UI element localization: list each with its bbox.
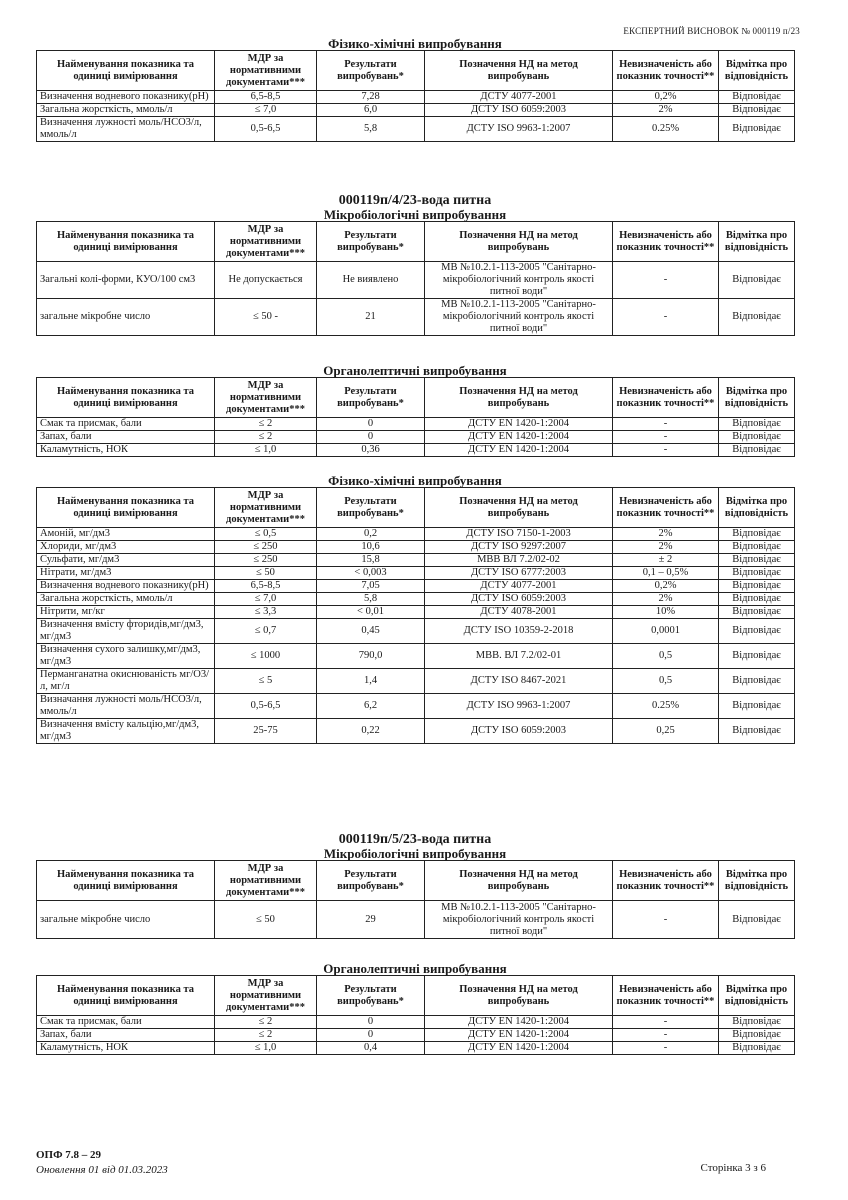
method-cell: ДСТУ ISO 8467-2021 xyxy=(425,669,613,694)
compliance-cell: Відповідає xyxy=(719,262,795,299)
table-row xyxy=(37,262,795,299)
result-cell: 5,8 xyxy=(317,117,425,142)
page-number: Сторінка 3 з 6 xyxy=(700,1162,766,1174)
uncertainty-cell: 0.25% xyxy=(613,694,719,719)
col-result-header: Результати випробувань* xyxy=(317,488,425,528)
compliance-cell: Відповідає xyxy=(719,554,795,567)
col-result-header: Результати випробувань* xyxy=(317,222,425,262)
results-table xyxy=(36,860,795,939)
table-row xyxy=(37,1029,795,1042)
uncertainty-cell: - xyxy=(613,431,719,444)
table-row xyxy=(37,91,795,104)
col-mdr-header: МДР за нормативними документами*** xyxy=(215,222,317,262)
limit-cell: ≤ 2 xyxy=(215,1016,317,1029)
indicator-cell: Запах, бали xyxy=(37,1029,215,1042)
method-cell: ДСТУ ISO 10359-2-2018 xyxy=(425,619,613,644)
table-header-row xyxy=(37,976,795,1016)
col-mdr-header: МДР за нормативними документами*** xyxy=(215,976,317,1016)
limit-cell: ≤ 50 xyxy=(215,567,317,580)
indicator-cell: Нітрити, мг/кг xyxy=(37,606,215,619)
limit-cell: ≤ 0,7 xyxy=(215,619,317,644)
indicator-cell: Визначення водневого показнику(рН) xyxy=(37,91,215,104)
uncertainty-cell: - xyxy=(613,1042,719,1055)
compliance-cell: Відповідає xyxy=(719,593,795,606)
result-cell: 6,0 xyxy=(317,104,425,117)
results-table xyxy=(36,50,795,142)
compliance-cell: Відповідає xyxy=(719,580,795,593)
results-table xyxy=(36,221,795,336)
col-name-header: Найменування показника та одиниці вимірювання xyxy=(37,861,215,901)
result-cell: 7,05 xyxy=(317,580,425,593)
col-method-header: Позначення НД на метод випробувань xyxy=(425,861,613,901)
compliance-cell: Відповідає xyxy=(719,669,795,694)
section-organo-4 xyxy=(36,364,794,457)
section-title: Мікробіологічні випробування xyxy=(323,207,507,222)
result-cell: 6,2 xyxy=(317,694,425,719)
col-mdr-header: МДР за нормативними документами*** xyxy=(215,51,317,91)
method-cell: ДСТУ ISO 9297:2007 xyxy=(425,541,613,554)
col-mark-header: Відмітка про відповідність xyxy=(719,51,795,91)
result-cell: 5,8 xyxy=(317,593,425,606)
method-cell: ДСТУ 4078-2001 xyxy=(425,606,613,619)
col-result-header: Результати випробувань* xyxy=(317,51,425,91)
method-cell: ДСТУ ISO 9963-1:2007 xyxy=(425,694,613,719)
form-update: Оновлення 01 від 01.03.2023 xyxy=(36,1164,168,1176)
uncertainty-cell: 0,5 xyxy=(613,669,719,694)
result-cell: 1,4 xyxy=(317,669,425,694)
compliance-cell: Відповідає xyxy=(719,567,795,580)
limit-cell: ≤ 7,0 xyxy=(215,593,317,606)
col-name-header: Найменування показника та одиниці вимірювання xyxy=(37,976,215,1016)
indicator-cell: Смак та присмак, бали xyxy=(37,1016,215,1029)
limit-cell: ≤ 1000 xyxy=(215,644,317,669)
col-method-header: Позначення НД на метод випробувань xyxy=(425,976,613,1016)
col-uncert-header: Невизначеність або показник точності** xyxy=(613,488,719,528)
indicator-cell: Визначення водневого показнику(рН) xyxy=(37,580,215,593)
result-cell: 0 xyxy=(317,418,425,431)
limit-cell: 6,5-8,5 xyxy=(215,580,317,593)
table-row xyxy=(37,619,795,644)
col-method-header: Позначення НД на метод випробувань xyxy=(425,378,613,418)
compliance-cell: Відповідає xyxy=(719,104,795,117)
table-row xyxy=(37,299,795,336)
method-cell: ДСТУ ISO 7150-1-2003 xyxy=(425,528,613,541)
compliance-cell: Відповідає xyxy=(719,541,795,554)
table-row xyxy=(37,528,795,541)
uncertainty-cell: - xyxy=(613,1016,719,1029)
result-cell: < 0,01 xyxy=(317,606,425,619)
section-physchem-4 xyxy=(36,474,794,744)
indicator-cell: загальне мікробне число xyxy=(37,901,215,939)
method-cell: МВ №10.2.1-113-2005 "Санітарно-мікробіологічний контроль якості питної води" xyxy=(425,901,613,939)
method-cell: ДСТУ 4077-2001 xyxy=(425,91,613,104)
limit-cell: ≤ 50 - xyxy=(215,299,317,336)
method-cell: ДСТУ EN 1420-1:2004 xyxy=(425,418,613,431)
form-code: ОПФ 7.8 – 29 xyxy=(36,1149,102,1161)
table-row xyxy=(37,580,795,593)
compliance-cell: Відповідає xyxy=(719,418,795,431)
limit-cell: ≤ 2 xyxy=(215,1029,317,1042)
method-cell: МВВ ВЛ 7.2/02-02 xyxy=(425,554,613,567)
uncertainty-cell: - xyxy=(613,901,719,939)
result-cell: 790,0 xyxy=(317,644,425,669)
table-row xyxy=(37,719,795,744)
method-cell: ДСТУ EN 1420-1:2004 xyxy=(425,1016,613,1029)
section-title: Фізико-хімічні випробування xyxy=(328,473,502,488)
limit-cell: ≤ 250 xyxy=(215,554,317,567)
section-title: Органолептичні випробування xyxy=(323,363,507,378)
uncertainty-cell: - xyxy=(613,262,719,299)
limit-cell: ≤ 5 xyxy=(215,669,317,694)
col-name-header: Найменування показника та одиниці вимірювання xyxy=(37,222,215,262)
compliance-cell: Відповідає xyxy=(719,91,795,104)
col-name-header: Найменування показника та одиниці вимірювання xyxy=(37,51,215,91)
compliance-cell: Відповідає xyxy=(719,644,795,669)
uncertainty-cell: 0,5 xyxy=(613,644,719,669)
indicator-cell: Визначення сухого залишку,мг/дм3, мг/дм3 xyxy=(37,644,215,669)
table-row xyxy=(37,104,795,117)
sample-4-block xyxy=(36,193,794,336)
result-cell: 0,22 xyxy=(317,719,425,744)
indicator-cell: Каламутність, НОК xyxy=(37,1042,215,1055)
method-cell: ДСТУ ISO 6059:2003 xyxy=(425,593,613,606)
result-cell: 0,2 xyxy=(317,528,425,541)
indicator-cell: Визначання лужності моль/НСО3/л, ммоль/л xyxy=(37,694,215,719)
table-row xyxy=(37,1042,795,1055)
table-header-row xyxy=(37,488,795,528)
limit-cell: ≤ 7,0 xyxy=(215,104,317,117)
indicator-cell: Каламутність, НОК xyxy=(37,444,215,457)
uncertainty-cell: 2% xyxy=(613,593,719,606)
table-row xyxy=(37,694,795,719)
limit-cell: ≤ 3,3 xyxy=(215,606,317,619)
limit-cell: ≤ 50 xyxy=(215,901,317,939)
col-method-header: Позначення НД на метод випробувань xyxy=(425,222,613,262)
col-uncert-header: Невизначеність або показник точності** xyxy=(613,222,719,262)
indicator-cell: Смак та присмак, бали xyxy=(37,418,215,431)
uncertainty-cell: - xyxy=(613,1029,719,1042)
table-row xyxy=(37,1016,795,1029)
col-mdr-header: МДР за нормативними документами*** xyxy=(215,861,317,901)
result-cell: < 0,003 xyxy=(317,567,425,580)
result-cell: Не виявлено xyxy=(317,262,425,299)
result-cell: 21 xyxy=(317,299,425,336)
limit-cell: 25-75 xyxy=(215,719,317,744)
table-row xyxy=(37,606,795,619)
compliance-cell: Відповідає xyxy=(719,606,795,619)
compliance-cell: Відповідає xyxy=(719,299,795,336)
uncertainty-cell: 2% xyxy=(613,528,719,541)
document-header: ЕКСПЕРТНИЙ ВИСНОВОК № 000119 п/23 xyxy=(623,26,800,36)
uncertainty-cell: 0,25 xyxy=(613,719,719,744)
compliance-cell: Відповідає xyxy=(719,444,795,457)
results-table xyxy=(36,487,795,744)
result-cell: 0 xyxy=(317,431,425,444)
col-mark-header: Відмітка про відповідність xyxy=(719,488,795,528)
table-header-row xyxy=(37,378,795,418)
table-row xyxy=(37,554,795,567)
compliance-cell: Відповідає xyxy=(719,117,795,142)
method-cell: ДСТУ ISO 6777:2003 xyxy=(425,567,613,580)
indicator-cell: Перманганатна окиснюваність мг/О3/л, мг/л xyxy=(37,669,215,694)
uncertainty-cell: 10% xyxy=(613,606,719,619)
method-cell: ДСТУ ISO 6059:2003 xyxy=(425,719,613,744)
method-cell: ДСТУ EN 1420-1:2004 xyxy=(425,444,613,457)
col-mark-header: Відмітка про відповідність xyxy=(719,861,795,901)
method-cell: МВ №10.2.1-113-2005 "Санітарно-мікробіологічний контроль якості питної води" xyxy=(425,299,613,336)
result-cell: 15,8 xyxy=(317,554,425,567)
table-row xyxy=(37,541,795,554)
sample-title: 000119п/4/23-вода питна xyxy=(338,193,492,208)
indicator-cell: Визначення лужності моль/НСО3/л, ммоль/л xyxy=(37,117,215,142)
limit-cell: 6,5-8,5 xyxy=(215,91,317,104)
compliance-cell: Відповідає xyxy=(719,1042,795,1055)
uncertainty-cell: - xyxy=(613,418,719,431)
uncertainty-cell: 2% xyxy=(613,104,719,117)
section-title: Мікробіологічні випробування xyxy=(323,846,507,861)
indicator-cell: Загальна жорсткість, ммоль/л xyxy=(37,104,215,117)
section-physchem-1 xyxy=(36,37,794,142)
col-uncert-header: Невизначеність або показник точності** xyxy=(613,51,719,91)
compliance-cell: Відповідає xyxy=(719,719,795,744)
indicator-cell: Запах, бали xyxy=(37,431,215,444)
col-mdr-header: МДР за нормативними документами*** xyxy=(215,488,317,528)
form-footer xyxy=(36,1148,168,1178)
compliance-cell: Відповідає xyxy=(719,694,795,719)
section-title: Органолептичні випробування xyxy=(323,961,507,976)
compliance-cell: Відповідає xyxy=(719,528,795,541)
table-header-row xyxy=(37,51,795,91)
compliance-cell: Відповідає xyxy=(719,901,795,939)
result-cell: 0 xyxy=(317,1016,425,1029)
method-cell: ДСТУ 4077-2001 xyxy=(425,580,613,593)
indicator-cell: Нітрати, мг/дм3 xyxy=(37,567,215,580)
table-row xyxy=(37,418,795,431)
indicator-cell: Амоній, мг/дм3 xyxy=(37,528,215,541)
indicator-cell: Сульфати, мг/дм3 xyxy=(37,554,215,567)
method-cell: ДСТУ EN 1420-1:2004 xyxy=(425,1042,613,1055)
limit-cell: ≤ 1,0 xyxy=(215,444,317,457)
limit-cell: ≤ 2 xyxy=(215,431,317,444)
indicator-cell: Визначення вмісту фторидів,мг/дм3, мг/дм3 xyxy=(37,619,215,644)
limit-cell: ≤ 2 xyxy=(215,418,317,431)
col-uncert-header: Невизначеність або показник точності** xyxy=(613,976,719,1016)
result-cell: 0 xyxy=(317,1029,425,1042)
limit-cell: ≤ 0,5 xyxy=(215,528,317,541)
table-row xyxy=(37,669,795,694)
sample-5-block xyxy=(36,832,794,939)
col-name-header: Найменування показника та одиниці вимірювання xyxy=(37,488,215,528)
result-cell: 29 xyxy=(317,901,425,939)
section-organo-5 xyxy=(36,962,794,1055)
limit-cell: ≤ 250 xyxy=(215,541,317,554)
result-cell: 7,28 xyxy=(317,91,425,104)
uncertainty-cell: - xyxy=(613,444,719,457)
uncertainty-cell: ± 2 xyxy=(613,554,719,567)
col-result-header: Результати випробувань* xyxy=(317,861,425,901)
indicator-cell: Загальні колі-форми, КУО/100 см3 xyxy=(37,262,215,299)
method-cell: ДСТУ ISO 9963-1:2007 xyxy=(425,117,613,142)
col-uncert-header: Невизначеність або показник точності** xyxy=(613,378,719,418)
results-table xyxy=(36,377,795,457)
indicator-cell: Визначення вмісту кальцію,мг/дм3, мг/дм3 xyxy=(37,719,215,744)
indicator-cell: загальне мікробне число xyxy=(37,299,215,336)
compliance-cell: Відповідає xyxy=(719,1016,795,1029)
sample-title: 000119п/5/23-вода питна xyxy=(338,832,492,847)
compliance-cell: Відповідає xyxy=(719,431,795,444)
col-name-header: Найменування показника та одиниці вимірювання xyxy=(37,378,215,418)
uncertainty-cell: - xyxy=(613,299,719,336)
table-row xyxy=(37,444,795,457)
uncertainty-cell: 2% xyxy=(613,541,719,554)
table-row xyxy=(37,117,795,142)
limit-cell: 0,5-6,5 xyxy=(215,117,317,142)
col-method-header: Позначення НД на метод випробувань xyxy=(425,51,613,91)
method-cell: МВ №10.2.1-113-2005 "Санітарно-мікробіологічний контроль якості питної води" xyxy=(425,262,613,299)
result-cell: 0,36 xyxy=(317,444,425,457)
uncertainty-cell: 0,2% xyxy=(613,580,719,593)
col-method-header: Позначення НД на метод випробувань xyxy=(425,488,613,528)
limit-cell: Не допускається xyxy=(215,262,317,299)
result-cell: 0,45 xyxy=(317,619,425,644)
table-row xyxy=(37,431,795,444)
method-cell: ДСТУ ISO 6059:2003 xyxy=(425,104,613,117)
result-cell: 0,4 xyxy=(317,1042,425,1055)
table-header-row xyxy=(37,861,795,901)
section-title: Фізико-хімічні випробування xyxy=(328,36,502,51)
method-cell: ДСТУ EN 1420-1:2004 xyxy=(425,431,613,444)
results-table xyxy=(36,975,795,1055)
col-result-header: Результати випробувань* xyxy=(317,378,425,418)
result-cell: 10,6 xyxy=(317,541,425,554)
col-uncert-header: Невизначеність або показник точності** xyxy=(613,861,719,901)
uncertainty-cell: 0,1 – 0,5% xyxy=(613,567,719,580)
table-header-row xyxy=(37,222,795,262)
uncertainty-cell: 0,0001 xyxy=(613,619,719,644)
limit-cell: ≤ 1,0 xyxy=(215,1042,317,1055)
indicator-cell: Загальна жорсткість, ммоль/л xyxy=(37,593,215,606)
compliance-cell: Відповідає xyxy=(719,1029,795,1042)
table-row xyxy=(37,593,795,606)
uncertainty-cell: 0.25% xyxy=(613,117,719,142)
compliance-cell: Відповідає xyxy=(719,619,795,644)
limit-cell: 0,5-6,5 xyxy=(215,694,317,719)
col-mark-header: Відмітка про відповідність xyxy=(719,976,795,1016)
table-row xyxy=(37,567,795,580)
method-cell: ДСТУ EN 1420-1:2004 xyxy=(425,1029,613,1042)
col-result-header: Результати випробувань* xyxy=(317,976,425,1016)
table-row xyxy=(37,901,795,939)
uncertainty-cell: 0,2% xyxy=(613,91,719,104)
col-mdr-header: МДР за нормативними документами*** xyxy=(215,378,317,418)
indicator-cell: Хлориди, мг/дм3 xyxy=(37,541,215,554)
method-cell: МВВ. ВЛ 7.2/02-01 xyxy=(425,644,613,669)
table-row xyxy=(37,644,795,669)
col-mark-header: Відмітка про відповідність xyxy=(719,222,795,262)
col-mark-header: Відмітка про відповідність xyxy=(719,378,795,418)
